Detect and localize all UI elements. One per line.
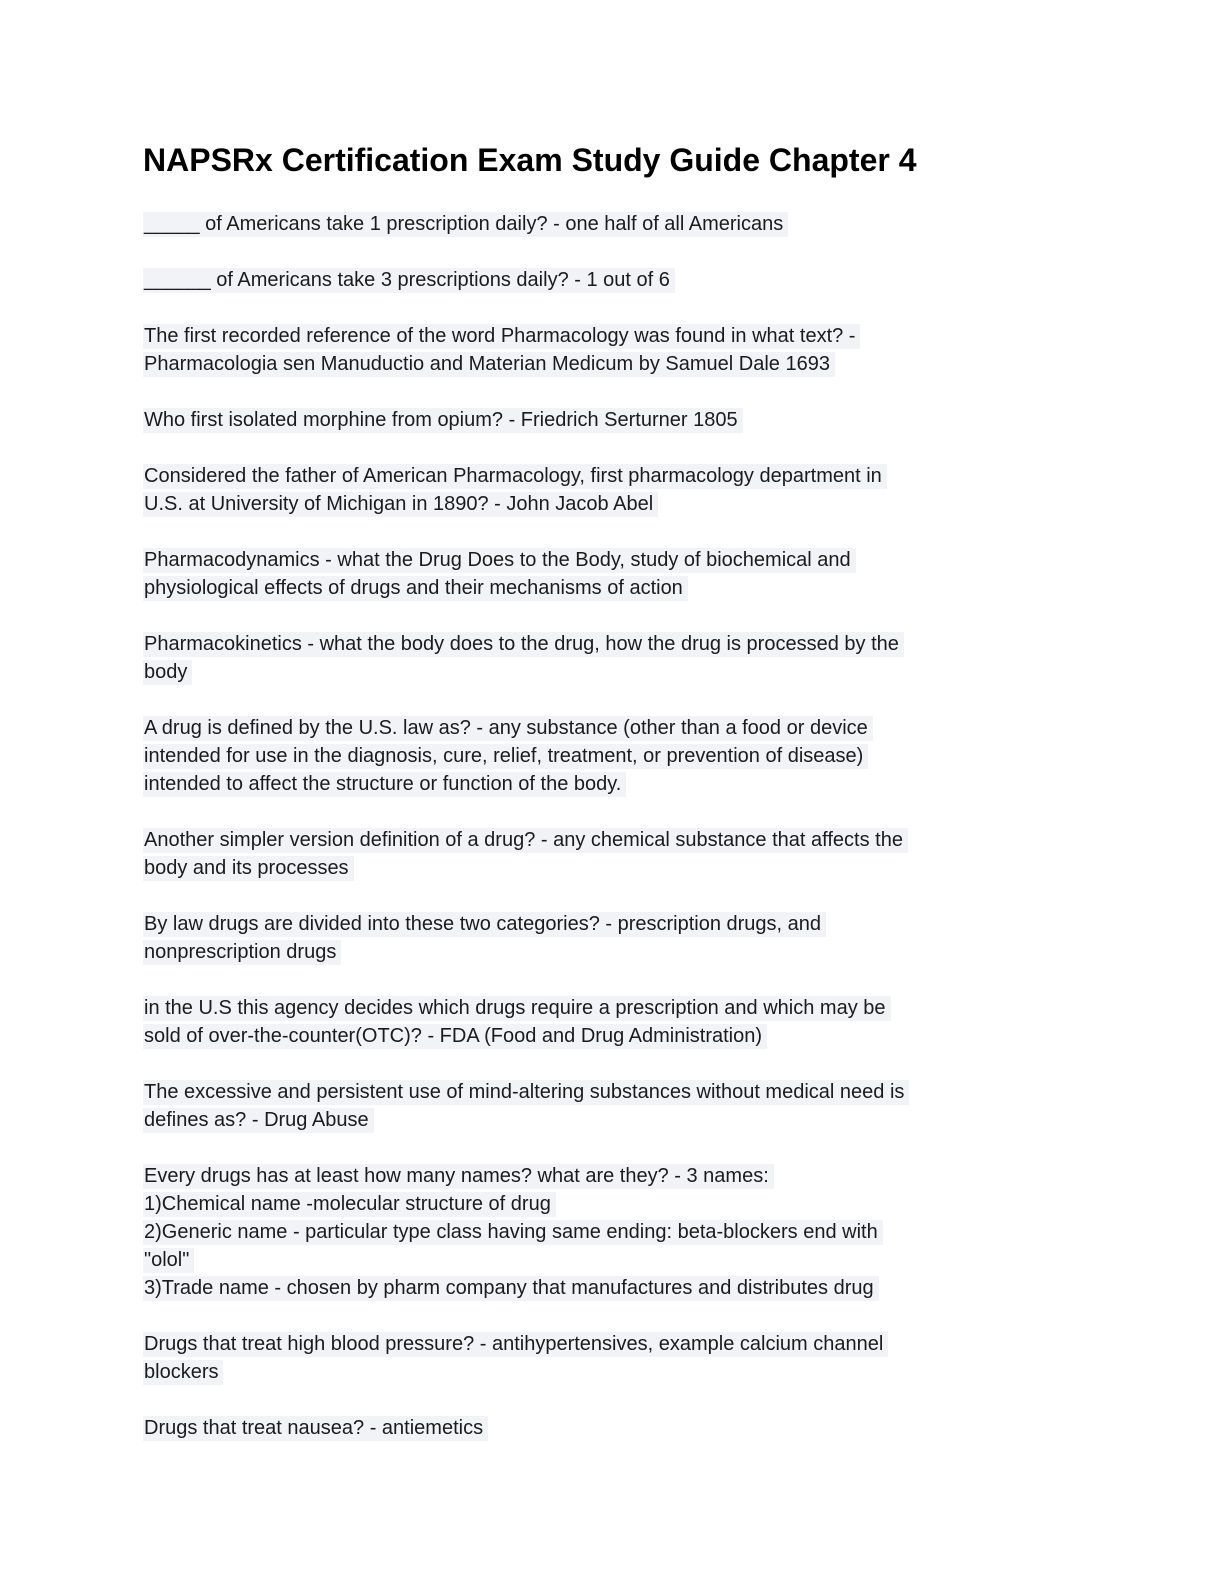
highlighted-line: U.S. at University of Michigan in 1890? - John Jacob Abel [143,492,658,517]
document-body [143,210,1081,1442]
highlighted-line: A drug is defined by the U.S. law as? - any substance (other than a food or device [143,716,873,741]
qa-paragraph [143,210,1081,238]
highlighted-line: sold of over-the-counter(OTC)? - FDA (Food and Drug Administration) [143,1024,767,1049]
highlighted-line: defines as? - Drug Abuse [143,1108,374,1133]
highlighted-line: intended to affect the structure or function of the body. [143,772,626,797]
highlighted-line: nonprescription drugs [143,940,341,965]
highlighted-line: body and its processes [143,856,354,881]
highlighted-line: Another simpler version definition of a drug? - any chemical substance that affects the [143,828,908,853]
highlighted-line: physiological effects of drugs and their mechanisms of action [143,576,688,601]
highlighted-line: Considered the father of American Pharmacology, first pharmacology department in [143,464,887,489]
highlighted-line: Pharmacokinetics - what the body does to the drug, how the drug is processed by the [143,632,904,657]
highlighted-line: _____ of Americans take 1 prescription daily? - one half of all Americans [143,212,788,237]
qa-paragraph [143,994,1081,1050]
highlighted-line: The first recorded reference of the word Pharmacology was found in what text? - [143,324,860,349]
qa-paragraph [143,406,1081,434]
qa-paragraph [143,714,1081,798]
highlighted-line: 2)Generic name - particular type class having same ending: beta-blockers end with [143,1220,883,1245]
page-title: NAPSRx Certification Exam Study Guide Chapter 4 [143,142,917,178]
qa-paragraph [143,1414,1081,1442]
qa-paragraph [143,826,1081,882]
qa-paragraph [143,322,1081,378]
qa-paragraph [143,1162,1081,1302]
highlighted-line: Every drugs has at least how many names? what are they? - 3 names: [143,1164,774,1189]
highlighted-line: By law drugs are divided into these two categories? - prescription drugs, and [143,912,826,937]
highlighted-line: blockers [143,1360,223,1385]
highlighted-line: Drugs that treat nausea? - antiemetics [143,1416,488,1441]
qa-paragraph [143,266,1081,294]
qa-paragraph [143,910,1081,966]
highlighted-line: "olol" [143,1248,194,1273]
highlighted-line: ______ of Americans take 3 prescriptions daily? - 1 out of 6 [143,268,675,293]
qa-paragraph [143,546,1081,602]
qa-paragraph [143,630,1081,686]
highlighted-line: Who first isolated morphine from opium? - Friedrich Serturner 1805 [143,408,743,433]
highlighted-line: Drugs that treat high blood pressure? - antihypertensives, example calcium channel [143,1332,888,1357]
qa-paragraph [143,1078,1081,1134]
highlighted-line: body [143,660,192,685]
highlighted-line: 3)Trade name - chosen by pharm company that manufactures and distributes drug [143,1276,879,1301]
highlighted-line: Pharmacodynamics - what the Drug Does to the Body, study of biochemical and [143,548,856,573]
qa-paragraph [143,1330,1081,1386]
highlighted-line: 1)Chemical name -molecular structure of drug [143,1192,556,1217]
highlighted-line: The excessive and persistent use of mind-altering substances without medical need is [143,1080,909,1105]
highlighted-line: in the U.S this agency decides which drugs require a prescription and which may be [143,996,891,1021]
highlighted-line: Pharmacologia sen Manuductio and Materian Medicum by Samuel Dale 1693 [143,352,835,377]
qa-paragraph [143,462,1081,518]
highlighted-line: intended for use in the diagnosis, cure, relief, treatment, or prevention of disease) [143,744,868,769]
